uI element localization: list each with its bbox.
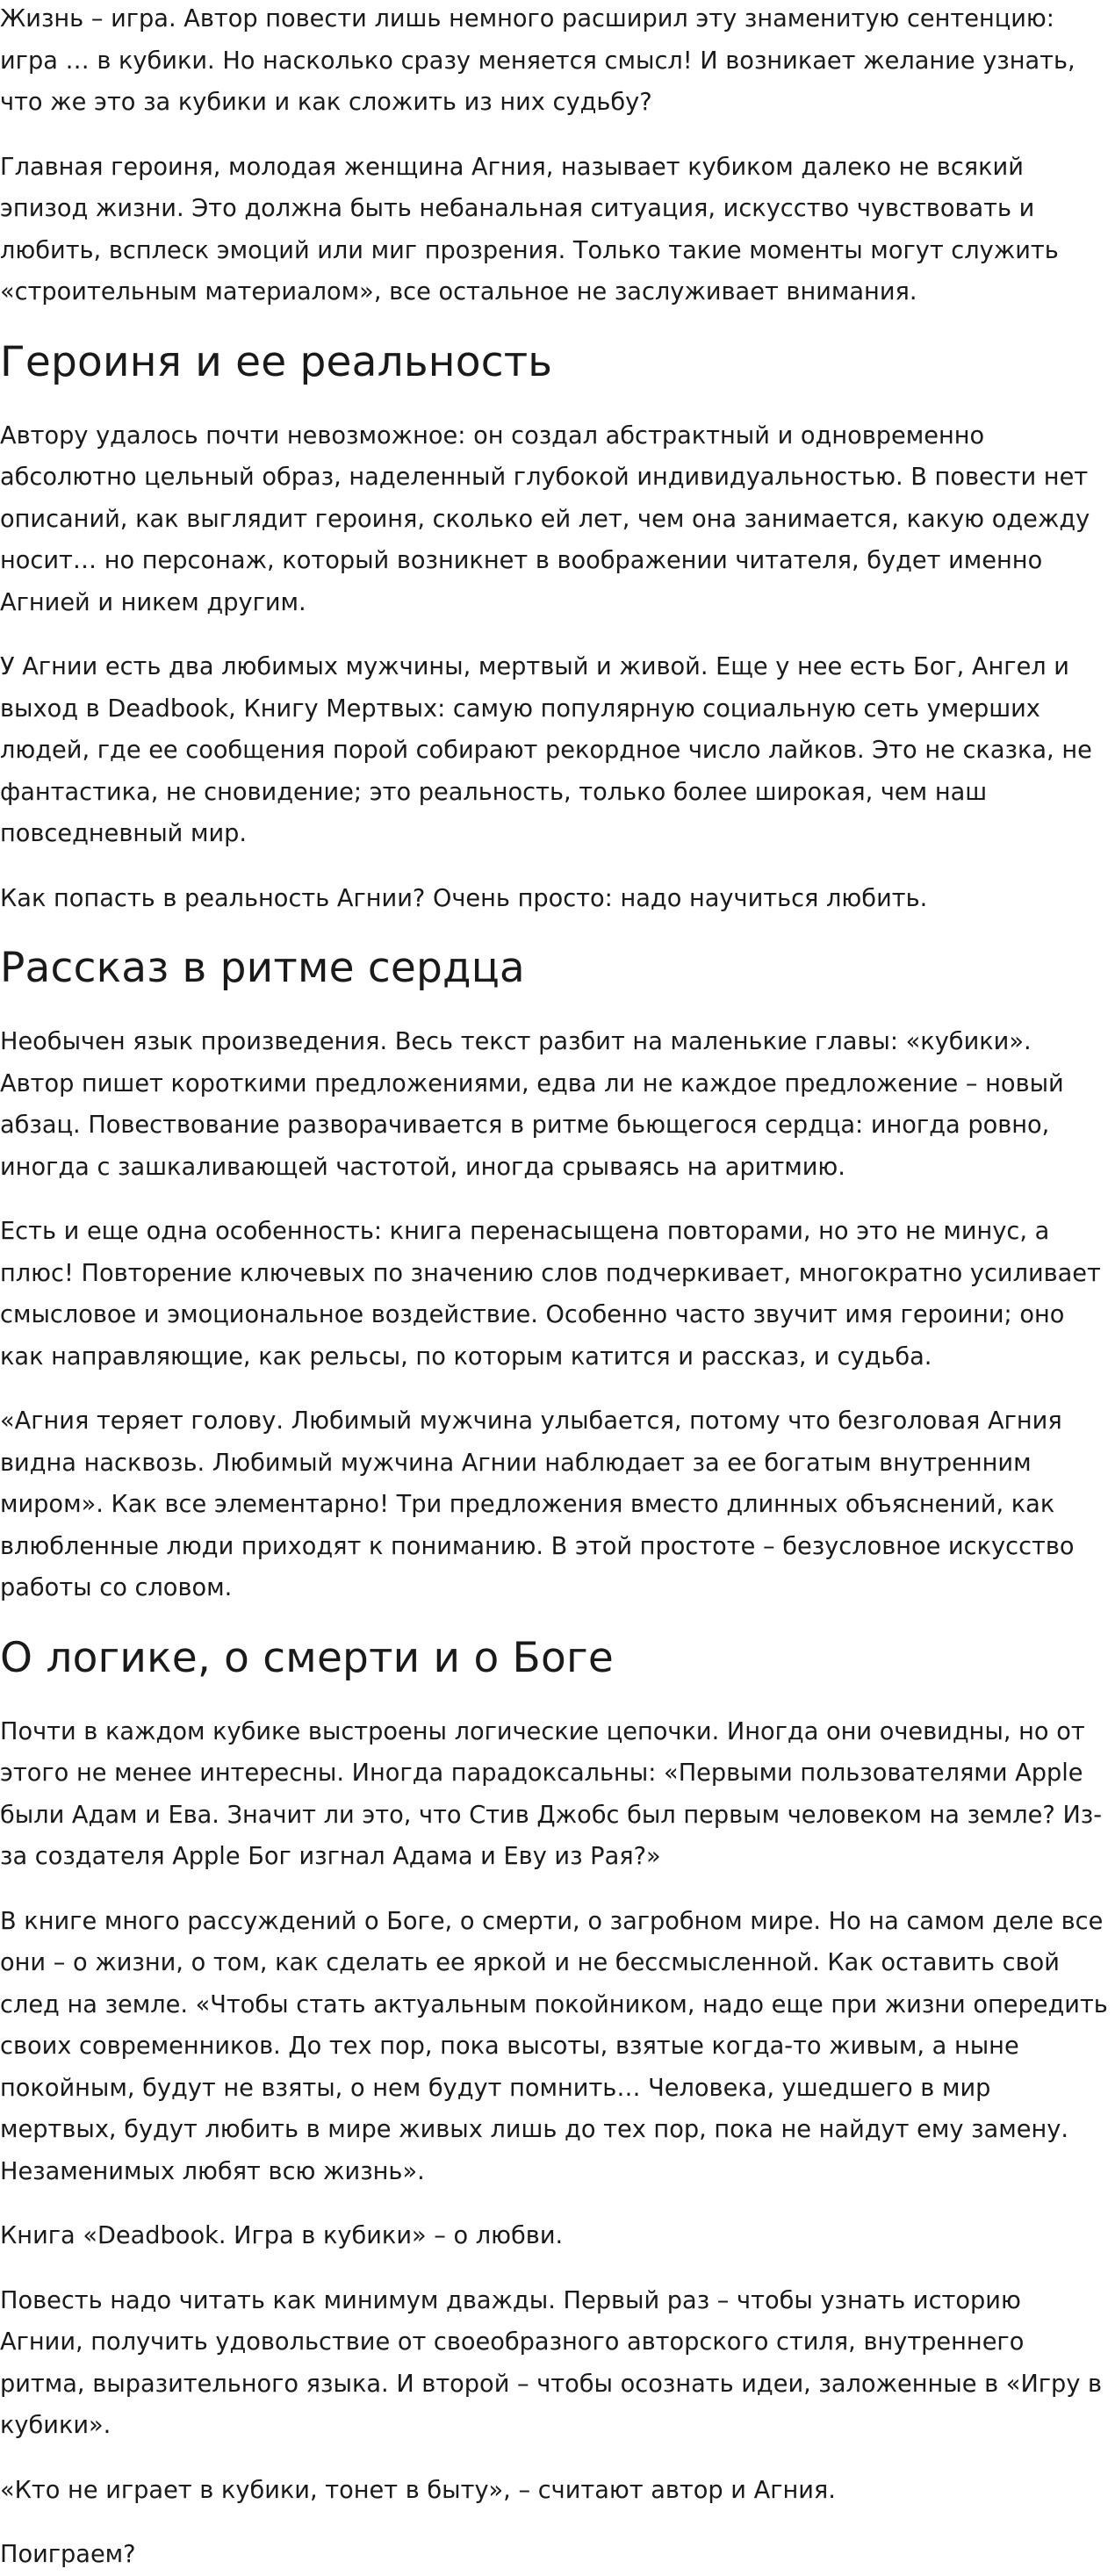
paragraph: Необычен язык произведения. Весь текст разбит на маленькие главы: «кубики». Автор пишет короткими предложениями, едва ли не каждое предложение – новый абзац. Повествование разворачивается в ритме бьющегося сердца: иногда ровно, иногда с зашкаливающей частотой, иногда срываясь на аритмию. [0,1028,1064,1181]
paragraph: Автору удалось почти невозможное: он создал абстрактный и одновременно абсолютно цельный образ, наделенный глубокой индивидуальностью. В повести нет описаний, как выглядит героиня, сколько ей лет, чем она занимается, какую одежду носит… но персонаж, который возникнет в воображении читателя, будет именно Агнией и никем другим. [0,421,1090,616]
paragraph: У Агнии есть два любимых мужчины, мертвый и живой. Еще у нее есть Бог, Ангел и выход в Deadbook, Книгу Мертвых: самую популярную социальную сеть умерших людей, где ее сообщения порой собирают рекордное число лайков. Это не сказка, не фантастика, не сновидение; это реальность, только более широкая, чем наш повседневный мир. [0,653,1092,847]
section-heading-rhythm: Рассказ в ритме сердца [0,944,525,992]
intro-paragraph-2: Главная героиня, молодая женщина Агния, называет кубиком далеко не всякий эпизод жизни. Это должна быть небанальная ситуация, искусство чувствовать и любить, всплеск эмоций или миг прозрения. Только такие моменты могут служить «строительным материалом», все остальное не заслуживает внимания. [0,153,1059,306]
paragraph: В книге много рассуждений о Боге, о смерти, о загробном мире. Но на самом деле все они – о жизни, о том, как сделать ее яркой и не бессмысленной. Как оставить свой след на земле. «Чтобы стать актуальным покойником, надо еще при жизни опередить своих современников. До тех пор, пока высоты, взятые когда-то живым, а ныне покойным, будут не взяты, о нем будут помнить… Человека, ушедшего в мир мертвых, будут любить в мире живых лишь до тех пор, пока не найдут ему замену. Незаменимых любят всю жизнь». [0,1907,1108,2185]
paragraph: Книга «Deadbook. Игра в кубики» – о любви. [0,2222,564,2249]
paragraph: Есть и еще одна особенность: книга перенасыщена повторами, но это не минус, а плюс! Повторение ключевых по значению слов подчеркивает, многократно усиливает смысловое и эмоциональное воздействие. Особенно часто звучит имя героини; оно как направляющие, как рельсы, по которым катится и рассказ, и судьба. [0,1218,1101,1371]
intro-paragraph-1: Жизнь – игра. Автор повести лишь немного расширил эту знаменитую сентенцию: игра … в кубики. Но насколько сразу меняется смысл! И возникает желание узнать, что же это за кубики и как сложить из них судьбу? [0,5,1075,116]
paragraph: Как попасть в реальность Агнии? Очень просто: надо научиться любить. [0,884,928,912]
paragraph: Почти в каждом кубике выстроены логические цепочки. Иногда они очевидны, но от этого не менее интересны. Иногда парадоксальны: «Первыми пользователями Apple были Адам и Ева. Значит ли это, что Стив Джобс был первым человеком на земле? Из-за создателя Apple Бог изгнал Адама и Еву из Рая?» [0,1717,1103,1870]
paragraph: «Кто не играет в кубики, тонет в быту», – считают автор и Агния. [0,2476,836,2504]
paragraph: Поиграем? [0,2541,136,2568]
section-heading-heroine: Героиня и ее реальность [0,337,553,386]
paragraph: «Агния теряет голову. Любимый мужчина улыбается, потому что безголовая Агния видна насквозь. Любимый мужчина Агнии наблюдает за ее богатым внутренним миром». Как все элементарно! Три предложения вместо длинных объяснений, как влюбленные люди приходят к пониманию. В этой простоте – безусловное искусство работы со словом. [0,1407,1075,1601]
paragraph: Повесть надо читать как минимум дважды. Первый раз – чтобы узнать историю Агнии, получить удовольствие от своеобразного авторского стиля, внутреннего ритма, выразительного языка. И второй – чтобы осознать идеи, заложенные в «Игру в кубики». [0,2286,1103,2439]
section-heading-logic-death-god: О логике, о смерти и о Боге [0,1633,614,1682]
